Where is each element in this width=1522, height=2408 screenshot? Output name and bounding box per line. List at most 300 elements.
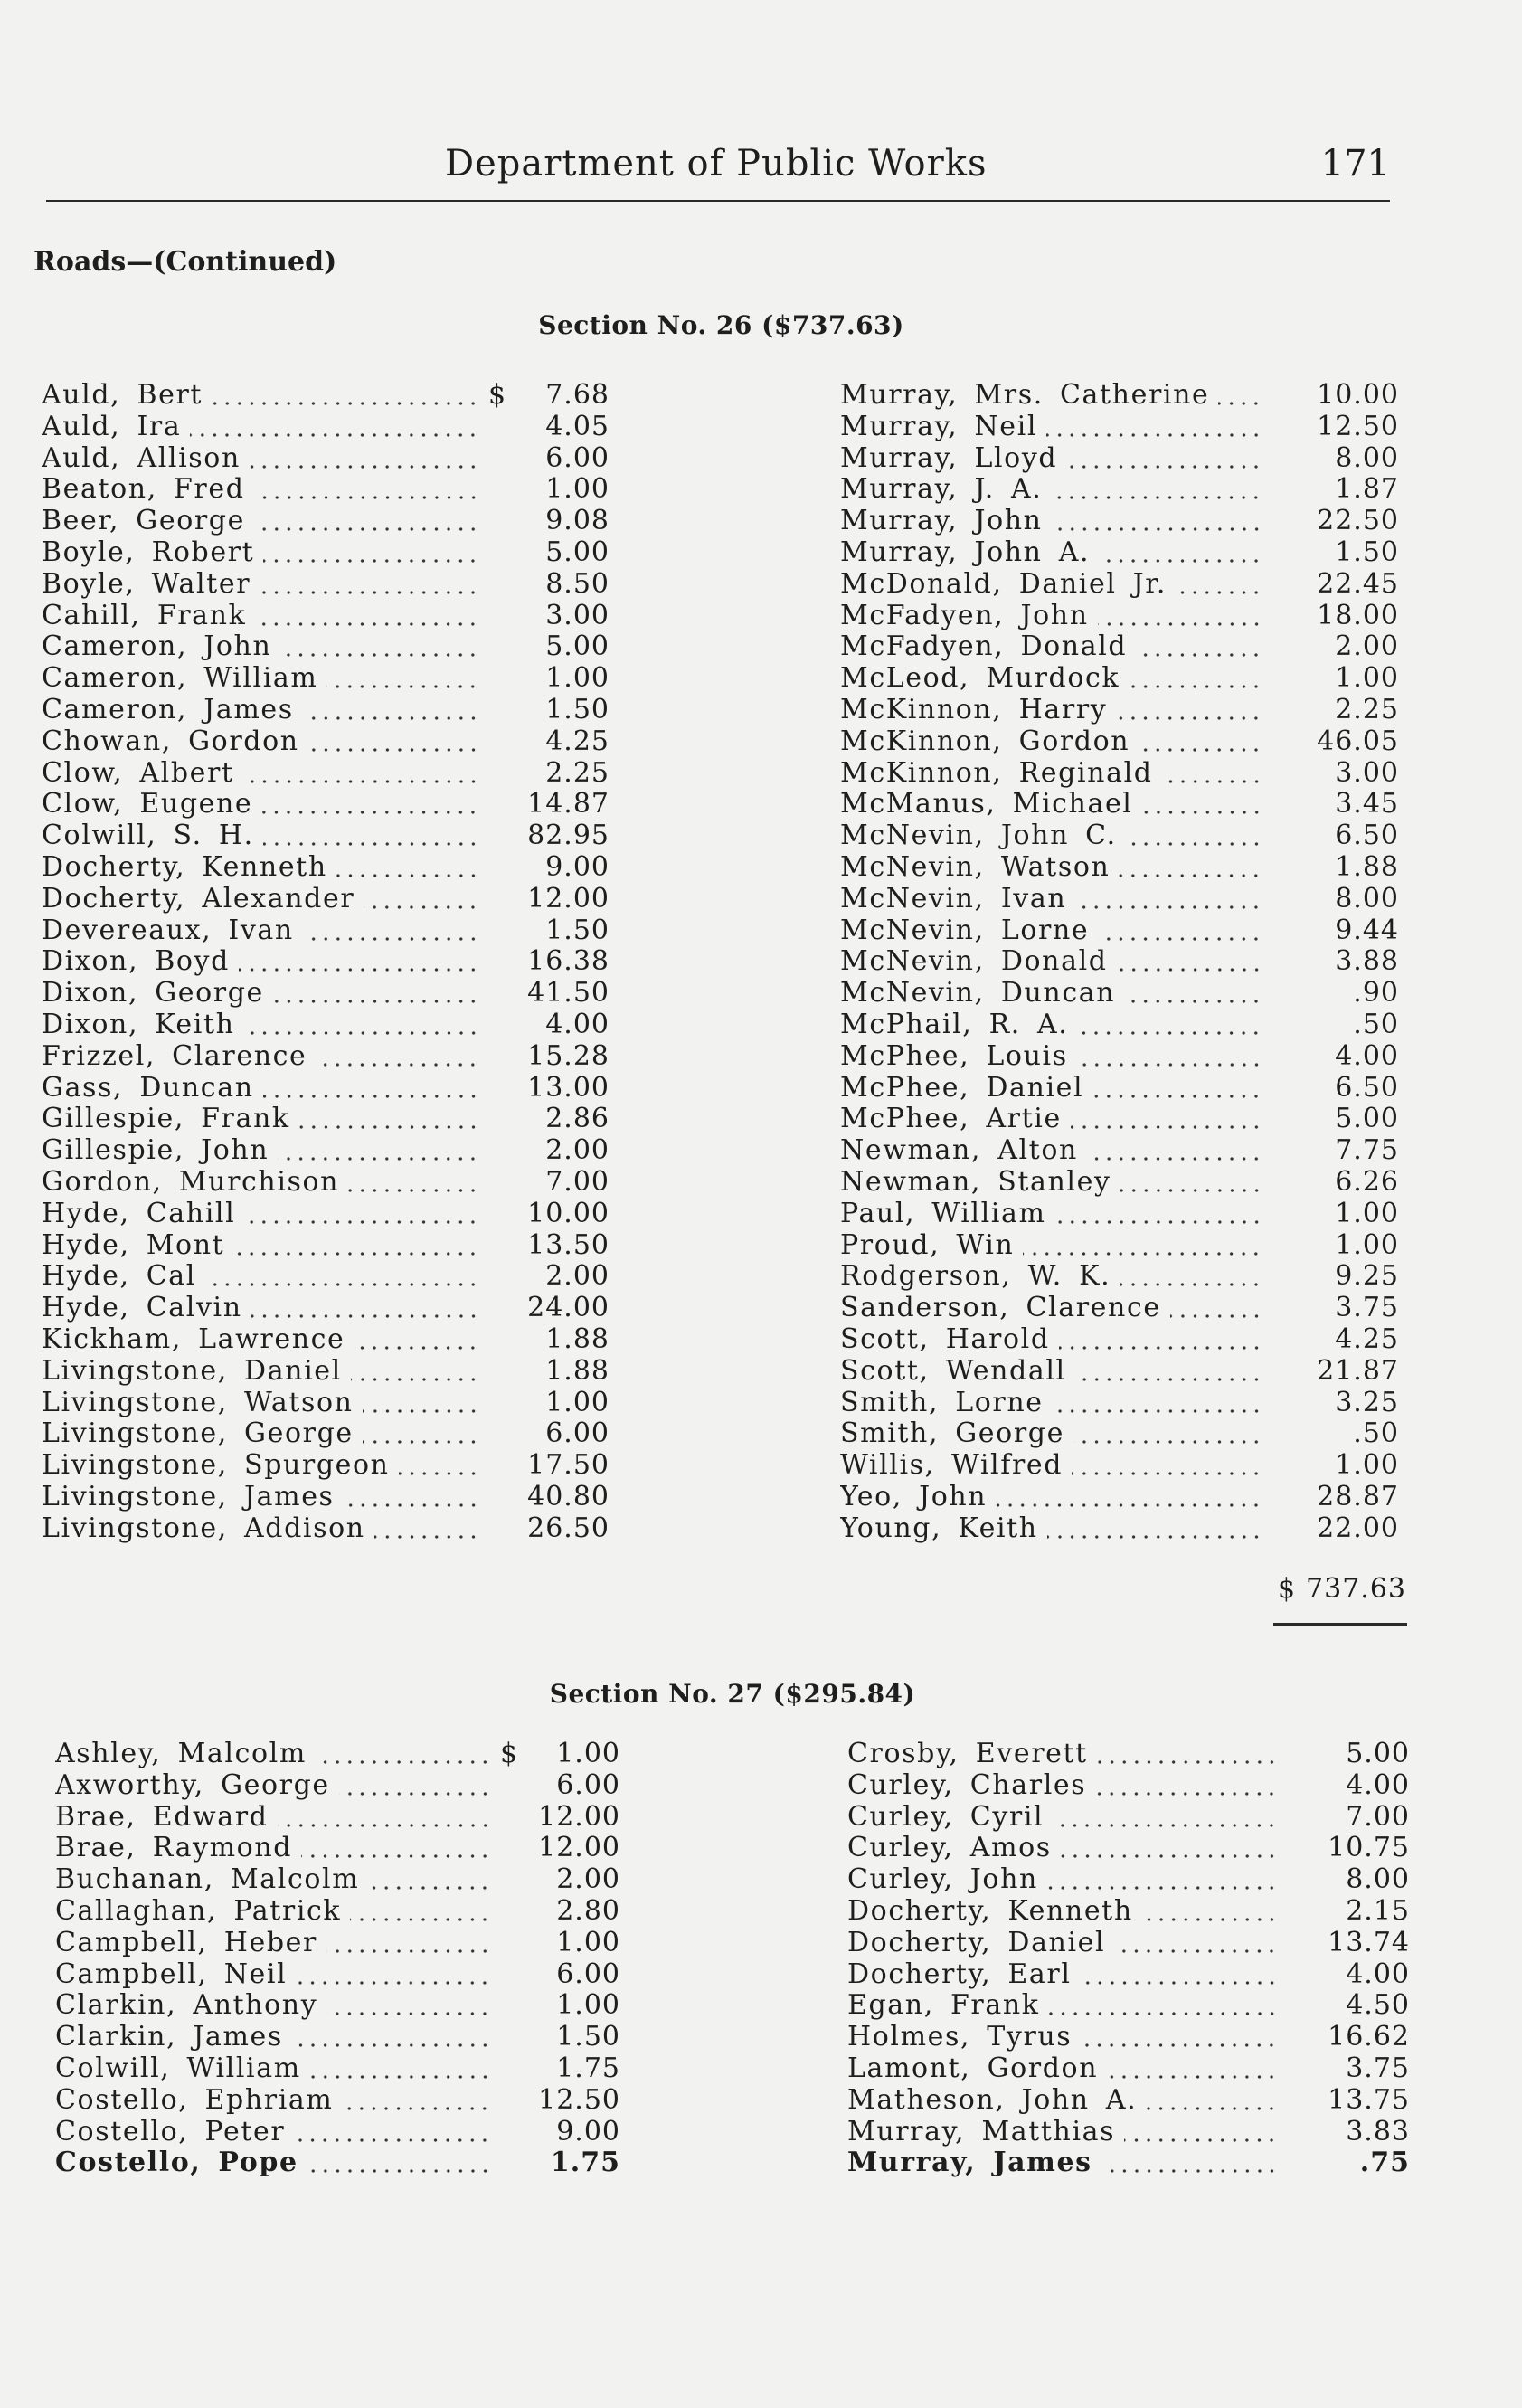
ledger-row — [42, 1167, 610, 1199]
dot-leader — [308, 726, 479, 758]
dot-leader — [1077, 1010, 1262, 1041]
payment-amount: 21.87 — [1317, 1355, 1399, 1387]
dot-leader — [1107, 2053, 1278, 2085]
payment-amount: 41.50 — [527, 978, 610, 1010]
payment-amount: 7.00 — [1346, 1801, 1410, 1833]
currency-symbol — [488, 1041, 508, 1073]
ledger-row — [840, 946, 1399, 978]
dot-leader — [336, 852, 479, 884]
currency-symbol — [488, 1135, 508, 1167]
ledger-row — [847, 1990, 1410, 2022]
payment-amount: 9.00 — [556, 2116, 620, 2147]
ledger-row — [840, 506, 1399, 537]
currency-symbol — [488, 443, 508, 475]
dot-leader — [301, 1833, 491, 1864]
payee-name: Axworthy, George — [55, 1769, 330, 1801]
payee-name: Murray, John — [840, 506, 1043, 537]
payment-amount: 9.25 — [1335, 1261, 1399, 1293]
currency-symbol — [488, 1230, 508, 1262]
dot-leader — [254, 474, 479, 506]
payment-amount: 3.75 — [1335, 1293, 1399, 1324]
dot-leader — [233, 1230, 479, 1262]
payee-name: Yeo, John — [840, 1481, 988, 1512]
section-27-right-column — [847, 1739, 1410, 2179]
payment-amount: 9.00 — [545, 851, 610, 883]
payment-amount: 8.00 — [1346, 1864, 1410, 1896]
ledger-row — [42, 1199, 610, 1230]
payee-name: Clow, Eugene — [42, 789, 253, 820]
dot-leader — [374, 1513, 479, 1545]
ledger-row — [847, 1896, 1410, 1928]
dot-leader — [1097, 1739, 1278, 1770]
payment-amount: 22.50 — [1317, 506, 1399, 537]
payment-amount: 8.00 — [1335, 883, 1399, 915]
payee-name: Chowan, Gordon — [42, 725, 299, 757]
ledger-row — [55, 2022, 620, 2053]
payment-amount: 22.00 — [1317, 1512, 1399, 1544]
payment-amount: 1.75 — [550, 2147, 620, 2179]
ledger-row — [42, 1010, 610, 1041]
payee-name: McNevin, Watson — [840, 851, 1111, 883]
currency-symbol — [488, 601, 508, 632]
payment-amount: 15.28 — [527, 1040, 610, 1072]
payee-name: Scott, Harold — [840, 1323, 1050, 1355]
ledger-row — [847, 1864, 1410, 1896]
currency-symbol — [500, 1928, 520, 1959]
payee-name: Gillespie, Frank — [42, 1104, 290, 1135]
ledger-row — [42, 1388, 610, 1419]
payee-name: Murray, Lloyd — [840, 442, 1058, 474]
ledger-row — [55, 2053, 620, 2085]
ledger-row — [840, 1230, 1399, 1262]
payee-name: McDonald, Daniel Jr. — [840, 568, 1167, 600]
dot-leader — [263, 537, 479, 569]
ledger-row — [42, 1324, 610, 1356]
payee-name: McManus, Michael — [840, 789, 1133, 820]
dot-leader — [1124, 978, 1262, 1010]
payment-amount: 26.50 — [527, 1512, 610, 1544]
currency-symbol — [488, 1324, 508, 1356]
dot-leader — [350, 1896, 491, 1928]
payment-amount: 1.50 — [545, 915, 610, 946]
payee-name: Murray, John A. — [840, 536, 1091, 568]
payee-name: Boyle, Robert — [42, 536, 255, 568]
payee-name: Murray, Matthias — [847, 2116, 1116, 2147]
payment-amount: 6.50 — [1335, 820, 1399, 852]
currency-symbol — [488, 1167, 508, 1199]
payment-amount: 16.38 — [527, 946, 610, 978]
payment-amount: .50 — [1353, 1418, 1399, 1450]
payment-amount: 5.00 — [545, 536, 610, 568]
ledger-row — [840, 1388, 1399, 1419]
ledger-row — [42, 1482, 610, 1513]
currency-symbol — [488, 695, 508, 726]
payment-amount: 6.50 — [1335, 1072, 1399, 1104]
dot-leader — [294, 2117, 491, 2148]
ledger-row — [840, 1356, 1399, 1388]
payment-amount: 10.75 — [1328, 1833, 1410, 1864]
ledger-row — [840, 1167, 1399, 1199]
payee-name: Curley, Cyril — [847, 1801, 1045, 1833]
dot-leader — [1099, 537, 1262, 569]
payment-amount: .50 — [1353, 1009, 1399, 1040]
currency-symbol — [488, 1418, 508, 1450]
dot-leader — [263, 820, 479, 852]
payment-amount: 16.62 — [1328, 2022, 1410, 2053]
dot-leader — [1098, 601, 1262, 632]
dot-leader — [1023, 1230, 1262, 1262]
ledger-row — [42, 726, 610, 758]
dot-leader — [351, 1356, 479, 1388]
dot-leader — [1051, 474, 1262, 506]
payment-amount: 6.00 — [556, 1769, 620, 1801]
currency-symbol — [488, 631, 508, 663]
payment-amount: 2.25 — [545, 757, 610, 789]
payment-amount: 13.50 — [527, 1229, 610, 1261]
dot-leader — [1071, 1104, 1262, 1135]
currency-symbol — [488, 1482, 508, 1513]
currency-symbol — [488, 537, 508, 569]
dot-leader — [1081, 1959, 1278, 1991]
payee-name: McNevin, Duncan — [840, 978, 1116, 1010]
currency-symbol — [500, 1990, 520, 2022]
ledger-row — [42, 1261, 610, 1293]
page-header-title: Department of Public Works — [445, 143, 988, 185]
payee-name: Livingstone, Addison — [42, 1512, 365, 1544]
dot-leader — [1075, 884, 1262, 915]
currency-symbol — [500, 1802, 520, 1834]
payment-amount: 1.00 — [545, 1387, 610, 1418]
currency-symbol — [488, 789, 508, 820]
dot-leader — [364, 884, 479, 915]
dot-leader — [303, 695, 479, 726]
payee-name: Curley, Amos — [847, 1833, 1052, 1864]
payment-amount: 22.45 — [1317, 568, 1399, 600]
payee-name: Gordon, Murchison — [42, 1166, 340, 1198]
dot-leader — [251, 1293, 479, 1324]
ledger-row — [840, 789, 1399, 820]
payment-amount: 14.87 — [527, 789, 610, 820]
ledger-row — [55, 1770, 620, 1802]
payment-amount: 1.50 — [545, 694, 610, 725]
dot-leader — [326, 1928, 491, 1959]
dot-leader — [316, 1739, 491, 1770]
ledger-row — [840, 631, 1399, 663]
ledger-row — [42, 1104, 610, 1135]
payment-amount: 4.50 — [1346, 1990, 1410, 2022]
payee-name: Rodgerson, W. K. — [840, 1261, 1111, 1293]
ledger-row — [840, 1450, 1399, 1482]
dot-leader — [1092, 1073, 1262, 1104]
dot-leader — [996, 1482, 1262, 1513]
dot-leader — [1072, 1450, 1262, 1482]
ledger-row — [55, 1864, 620, 1896]
ledger-row — [840, 1041, 1399, 1073]
currency-symbol — [500, 1833, 520, 1864]
currency-symbol — [488, 978, 508, 1010]
payment-amount: 10.00 — [527, 1198, 610, 1229]
currency-symbol — [488, 884, 508, 915]
ledger-row — [840, 695, 1399, 726]
payee-name: Newman, Alton — [840, 1135, 1078, 1167]
payee-name: Curley, Charles — [847, 1769, 1087, 1801]
payment-amount: 1.00 — [545, 474, 610, 506]
total-currency-symbol: $ — [1278, 1573, 1297, 1605]
payment-amount: 18.00 — [1317, 600, 1399, 631]
dot-leader — [1114, 1928, 1278, 1959]
payment-amount: 4.00 — [1346, 1769, 1410, 1801]
dot-leader — [260, 569, 479, 601]
payee-name: McKinnon, Harry — [840, 694, 1108, 725]
dot-leader — [212, 380, 479, 412]
payment-amount: 6.26 — [1335, 1166, 1399, 1198]
payment-amount: .75 — [1359, 2147, 1410, 2179]
dot-leader — [1047, 1864, 1278, 1896]
payment-amount: 5.00 — [1335, 1104, 1399, 1135]
payment-amount: 2.00 — [1335, 631, 1399, 663]
payee-name: Proud, Win — [840, 1229, 1015, 1261]
dot-leader — [326, 663, 479, 695]
ledger-row — [847, 2147, 1410, 2179]
payment-amount: 1.00 — [556, 1990, 620, 2022]
payee-name: McNevin, John C. — [840, 820, 1117, 852]
ledger-row — [55, 2147, 620, 2179]
running-head: Roads—(Continued) — [33, 246, 337, 278]
ledger-row — [840, 474, 1399, 506]
payment-amount: 4.00 — [1335, 1040, 1399, 1072]
payment-amount: 7.00 — [545, 1166, 610, 1198]
dot-leader — [1047, 1513, 1262, 1545]
payment-amount: 3.00 — [545, 600, 610, 631]
ledger-row — [840, 663, 1399, 695]
payee-name: Young, Keith — [840, 1512, 1038, 1544]
ledger-row — [840, 601, 1399, 632]
dot-leader — [354, 1324, 479, 1356]
dot-leader — [1139, 726, 1262, 758]
payee-name: Egan, Frank — [847, 1990, 1040, 2022]
dot-leader — [1124, 2117, 1278, 2148]
section-27-left-column — [55, 1739, 620, 2179]
currency-symbol — [488, 915, 508, 947]
ledger-row — [42, 474, 610, 506]
payee-name: Smith, Lorne — [840, 1387, 1044, 1418]
section-26-left-column — [42, 380, 610, 1544]
total-rule — [1273, 1623, 1407, 1626]
payment-amount: 1.88 — [545, 1355, 610, 1387]
payment-amount: 6.00 — [545, 442, 610, 474]
currency-symbol — [488, 569, 508, 601]
dot-leader — [1117, 946, 1262, 978]
payment-amount: 1.87 — [1335, 474, 1399, 506]
dot-leader — [1136, 631, 1262, 663]
payee-name: Devereaux, Ivan — [42, 915, 294, 946]
dot-leader — [363, 1418, 479, 1450]
payment-amount: 82.95 — [527, 820, 610, 852]
ledger-row — [840, 380, 1399, 412]
payee-name: Hyde, Mont — [42, 1229, 225, 1261]
dot-leader — [344, 1482, 479, 1513]
payment-amount: 28.87 — [1317, 1481, 1399, 1512]
payment-amount: .90 — [1353, 978, 1399, 1010]
dot-leader — [348, 1167, 479, 1199]
payee-name: Ashley, Malcolm — [55, 1739, 307, 1769]
payee-name: Livingstone, Daniel — [42, 1355, 342, 1387]
dot-leader — [1218, 380, 1262, 412]
ledger-row — [840, 569, 1399, 601]
dot-leader — [363, 1388, 479, 1419]
payment-amount: 1.50 — [1335, 536, 1399, 568]
payment-amount: 4.25 — [1335, 1323, 1399, 1355]
currency-symbol — [488, 820, 508, 852]
currency-symbol — [488, 1104, 508, 1135]
payee-name: McNevin, Lorne — [840, 915, 1090, 946]
ledger-row — [847, 1833, 1410, 1864]
dot-leader — [1162, 758, 1262, 790]
ledger-row — [840, 1135, 1399, 1167]
ledger-row — [55, 1896, 620, 1928]
payee-name: Docherty, Kenneth — [847, 1895, 1133, 1927]
dot-leader — [339, 1770, 491, 1802]
payee-name: Auld, Ira — [42, 411, 182, 442]
payment-amount: 1.00 — [1335, 1450, 1399, 1482]
ledger-row — [42, 1293, 610, 1324]
currency-symbol — [500, 2117, 520, 2148]
payment-amount: 17.50 — [527, 1450, 610, 1482]
payee-name: Murray, Mrs. Catherine — [840, 380, 1210, 411]
payment-amount: 13.00 — [527, 1072, 610, 1104]
currency-symbol — [488, 1261, 508, 1293]
ledger-row — [840, 1513, 1399, 1545]
payment-amount: 12.50 — [1317, 411, 1399, 442]
dot-leader — [255, 601, 479, 632]
dot-leader — [1095, 1770, 1278, 1802]
dot-leader — [263, 1073, 479, 1104]
payment-amount: 3.25 — [1335, 1387, 1399, 1418]
currency-symbol — [488, 1450, 508, 1482]
payee-name: Cameron, John — [42, 631, 272, 663]
dot-leader — [1146, 2085, 1278, 2117]
payee-name: Cahill, Frank — [42, 600, 247, 631]
ledger-row — [847, 2117, 1410, 2148]
payee-name: Sanderson, Clarence — [840, 1293, 1161, 1324]
currency-symbol — [500, 2053, 520, 2085]
ledger-row — [42, 695, 610, 726]
ledger-row — [42, 569, 610, 601]
payment-amount: 12.00 — [538, 1801, 620, 1833]
payee-name: Gass, Duncan — [42, 1072, 254, 1104]
section-heading: Section No. 26 ($737.63) — [538, 310, 904, 340]
payee-name: Docherty, Daniel — [847, 1927, 1106, 1958]
dot-leader — [205, 1261, 479, 1293]
dot-leader — [1142, 1896, 1278, 1928]
payment-amount: 3.75 — [1346, 2052, 1410, 2084]
ledger-row — [840, 1073, 1399, 1104]
payee-name: Hyde, Cahill — [42, 1198, 236, 1229]
ledger-row — [42, 789, 610, 820]
dot-leader — [307, 2147, 491, 2179]
payee-name: Murray, Neil — [840, 411, 1038, 442]
ledger-row — [42, 506, 610, 537]
dot-leader — [278, 1135, 479, 1167]
dot-leader — [1077, 1041, 1262, 1073]
payee-name: Livingstone, Spurgeon — [42, 1450, 390, 1482]
payment-amount: 1.00 — [1335, 1229, 1399, 1261]
dot-leader — [1061, 1833, 1278, 1864]
payee-name: Dixon, Boyd — [42, 946, 230, 978]
section-heading: Section No. 27 ($295.84) — [549, 1679, 916, 1709]
payee-name: Buchanan, Malcolm — [55, 1864, 360, 1896]
ledger-row — [840, 1482, 1399, 1513]
payment-amount: 3.83 — [1346, 2116, 1410, 2147]
payment-amount: 2.25 — [1335, 694, 1399, 725]
payment-amount: 6.00 — [545, 1418, 610, 1450]
currency-symbol — [500, 1959, 520, 1991]
payee-name: Costello, Peter — [55, 2116, 286, 2147]
payment-amount: 9.44 — [1335, 915, 1399, 946]
payee-name: Docherty, Alexander — [42, 883, 355, 915]
payment-amount: 6.00 — [556, 1958, 620, 1990]
payee-name: Willis, Wilfred — [840, 1450, 1064, 1482]
ledger-row — [42, 663, 610, 695]
ledger-row — [840, 915, 1399, 947]
dot-leader — [273, 978, 479, 1010]
ledger-row — [847, 1928, 1410, 1959]
payee-name: Clarkin, Anthony — [55, 1990, 318, 2022]
ledger-row — [840, 1261, 1399, 1293]
payment-amount: 7.68 — [545, 380, 610, 411]
payment-amount: 7.75 — [1335, 1135, 1399, 1167]
ledger-row — [840, 852, 1399, 884]
payee-name: McFadyen, Donald — [840, 631, 1128, 663]
payment-amount: 1.50 — [556, 2022, 620, 2053]
payment-amount: 3.00 — [1335, 757, 1399, 789]
payment-amount: 2.00 — [545, 1135, 610, 1167]
dot-leader — [1053, 1388, 1262, 1419]
ledger-row — [55, 1959, 620, 1991]
dot-leader — [1098, 915, 1262, 947]
payee-name: Curley, John — [847, 1864, 1038, 1896]
payment-amount: 12.00 — [538, 1833, 620, 1864]
payee-name: McKinnon, Gordon — [840, 725, 1130, 757]
dot-leader — [1116, 695, 1262, 726]
dot-leader — [1081, 2022, 1278, 2053]
ledger-row — [55, 2117, 620, 2148]
ledger-row — [847, 2022, 1410, 2053]
currency-symbol — [488, 1073, 508, 1104]
currency-symbol — [488, 1199, 508, 1230]
ledger-row — [55, 1990, 620, 2022]
payment-amount: 24.00 — [527, 1293, 610, 1324]
payee-name: Clow, Albert — [42, 757, 234, 789]
payee-name: Frizzel, Clarence — [42, 1040, 307, 1072]
page-number: 171 — [1320, 143, 1390, 185]
ledger-row — [840, 978, 1399, 1010]
payee-name: Paul, William — [840, 1198, 1046, 1229]
currency-symbol — [488, 758, 508, 790]
payment-amount: 8.50 — [545, 568, 610, 600]
ledger-row — [847, 2085, 1410, 2117]
ledger-row — [55, 1802, 620, 1834]
ledger-row — [840, 884, 1399, 915]
ledger-row — [42, 631, 610, 663]
payee-name: Livingstone, James — [42, 1481, 335, 1512]
payee-name: Auld, Allison — [42, 442, 241, 474]
payee-name: Costello, Pope — [55, 2147, 298, 2179]
dot-leader — [244, 1199, 479, 1230]
payee-name: McPhee, Louis — [840, 1040, 1068, 1072]
dot-leader — [368, 1864, 491, 1896]
ledger-row — [847, 1770, 1410, 1802]
